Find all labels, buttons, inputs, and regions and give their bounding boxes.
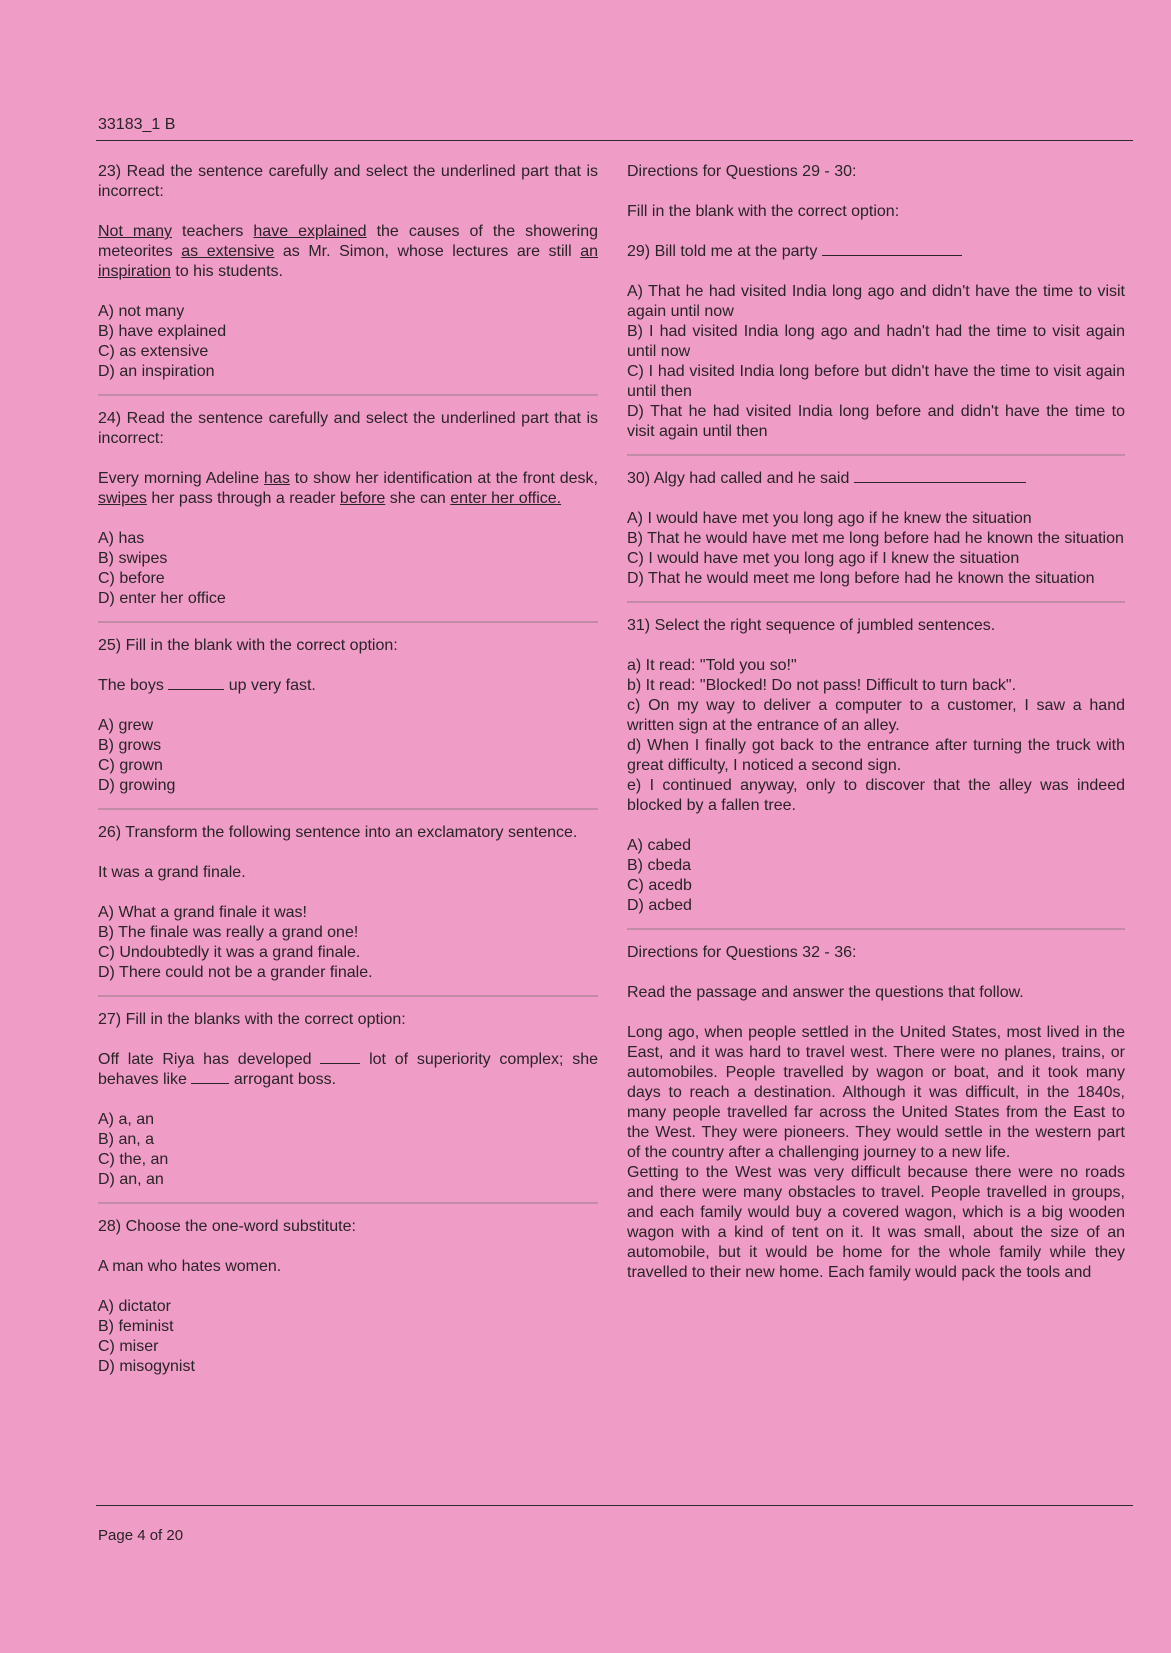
question-28 — [98, 1217, 598, 1377]
option-list — [627, 282, 1125, 442]
option-list — [627, 836, 1125, 916]
answer-blank — [168, 688, 224, 690]
option-b[interactable]: B) grows — [98, 737, 162, 754]
answer-blank — [191, 1082, 229, 1084]
question-30 — [627, 469, 1125, 589]
separator — [98, 808, 598, 810]
option-a[interactable]: A) has — [98, 530, 145, 547]
jumbled-sentence-list — [627, 656, 1125, 816]
option-b[interactable]: B) The finale was really a grand one! — [98, 924, 359, 941]
option-b[interactable]: B) I had visited India long ago and hadn't had the time to visit again until now — [627, 323, 1125, 360]
option-list — [98, 903, 598, 983]
option-b[interactable]: B) swipes — [98, 550, 168, 567]
question-sentence: It was a grand finale. — [98, 864, 246, 881]
option-c[interactable]: C) acedb — [627, 877, 692, 894]
jumbled-sentence: a) It read: "Told you so!" — [627, 657, 797, 674]
question-31 — [627, 616, 1125, 916]
question-29 — [627, 242, 1125, 442]
option-d[interactable]: D) an inspiration — [98, 363, 215, 380]
directions-text: Read the passage and answer the questions that follow. — [627, 984, 1024, 1001]
jumbled-sentence: b) It read: "Blocked! Do not pass! Difficult to turn back". — [627, 677, 1017, 694]
question-sentence: The boys up very fast. — [98, 677, 316, 694]
option-list — [98, 302, 598, 382]
option-d[interactable]: D) an, an — [98, 1171, 164, 1188]
question-27 — [98, 1010, 598, 1190]
question-sentence: Off late Riya has developed lot of superiority complex; she behaves like arrogant boss. — [98, 1051, 599, 1088]
option-b[interactable]: B) That he would have met me long before had he known the situation — [627, 530, 1124, 547]
option-d[interactable]: D) There could not be a grander finale. — [98, 964, 373, 981]
directions-32-36 — [627, 943, 1125, 1003]
jumbled-sentence: d) When I finally got back to the entrance after turning the truck with great difficulty, I noticed a second sign. — [627, 737, 1125, 774]
option-b[interactable]: B) an, a — [98, 1131, 155, 1148]
option-c[interactable]: C) I had visited India long before but didn't have the time to visit again until then — [627, 363, 1125, 400]
header-rule — [96, 140, 1133, 141]
option-a[interactable]: A) not many — [98, 303, 185, 320]
option-d[interactable]: D) That he had visited India long before and didn't have the time to visit again until then — [627, 403, 1125, 440]
question-26 — [98, 823, 598, 983]
directions-29-30 — [627, 162, 1125, 222]
question-sentence: A man who hates women. — [98, 1258, 282, 1275]
option-a[interactable]: A) What a grand finale it was! — [98, 904, 307, 921]
page-number: Page 4 of 20 — [98, 1527, 184, 1544]
separator — [627, 601, 1125, 603]
option-d[interactable]: D) growing — [98, 777, 176, 794]
option-c[interactable]: C) as extensive — [98, 343, 209, 360]
question-prompt: 30) Algy had called and he said — [627, 469, 1125, 489]
question-prompt: 26) Transform the following sentence into an exclamatory sentence. — [98, 824, 578, 841]
jumbled-sentence: e) I continued anyway, only to discover that the alley was indeed blocked by a fallen tree. — [627, 777, 1125, 814]
question-prompt: 27) Fill in the blanks with the correct option: — [98, 1011, 406, 1028]
option-d[interactable]: D) acbed — [627, 897, 692, 914]
option-c[interactable]: C) grown — [98, 757, 163, 774]
answer-blank — [822, 254, 962, 256]
question-prompt: 25) Fill in the blank with the correct option: — [98, 637, 398, 654]
answer-blank — [854, 481, 1026, 483]
separator — [627, 928, 1125, 930]
separator — [98, 394, 598, 396]
directions-text: Fill in the blank with the correct option: — [627, 203, 900, 220]
question-prompt: 24) Read the sentence carefully and select the underlined part that is incorrect: — [98, 410, 598, 447]
question-24 — [98, 409, 598, 609]
option-c[interactable]: C) before — [98, 570, 165, 587]
directions-title: Directions for Questions 29 - 30: — [627, 163, 857, 180]
option-c[interactable]: C) I would have met you long ago if I knew the situation — [627, 550, 1020, 567]
separator — [98, 1202, 598, 1204]
option-a[interactable]: A) a, an — [98, 1111, 155, 1128]
option-b[interactable]: B) cbeda — [627, 857, 692, 874]
question-sentence: Every morning Adeline has to show her identification at the front desk, swipes her pass through a reader before she can enter her office. — [98, 470, 598, 507]
question-prompt: 31) Select the right sequence of jumbled sentences. — [627, 617, 996, 634]
option-d[interactable]: D) misogynist — [98, 1358, 195, 1375]
passage-paragraph: Long ago, when people settled in the United States, most lived in the East, and it was hard to travel west. There were no planes, trains, or automobiles. People travelled by wagon or boat, and it took many days to reach a destination. Although it was difficult, in the 1840s, many people travelled far across the United States from the East to the West. They were pioneers. They would settle in the western part of the country after a challenging journey to a new life. — [627, 1024, 1125, 1161]
option-c[interactable]: C) Undoubtedly it was a grand finale. — [98, 944, 361, 961]
option-a[interactable]: A) I would have met you long ago if he knew the situation — [627, 510, 1032, 527]
question-prompt: 28) Choose the one-word substitute: — [98, 1218, 356, 1235]
option-b[interactable]: B) have explained — [98, 323, 227, 340]
option-list — [98, 1110, 598, 1190]
question-prompt: 23) Read the sentence carefully and select the underlined part that is incorrect: — [98, 163, 598, 200]
option-a[interactable]: A) cabed — [627, 837, 692, 854]
option-list — [98, 1297, 598, 1377]
separator — [98, 621, 598, 623]
option-a[interactable]: A) dictator — [98, 1298, 171, 1315]
question-25 — [98, 636, 598, 796]
footer-rule — [96, 1505, 1133, 1506]
option-c[interactable]: C) miser — [98, 1338, 159, 1355]
option-list — [627, 509, 1125, 589]
option-d[interactable]: D) That he would meet me long before had he known the situation — [627, 570, 1095, 587]
option-a[interactable]: A) That he had visited India long ago and didn't have the time to visit again until now — [627, 283, 1125, 320]
passage-paragraph: Getting to the West was very difficult because there were no roads and there were many obstacles to travel. People travelled in groups, and each family would buy a covered wagon, which is a big wooden wagon with a kind of tent on it. It was small, about the size of an automobile, but it would be home for the whole family while they travelled to their new home. Each family would pack the tools and — [627, 1164, 1125, 1281]
reading-passage — [627, 1023, 1125, 1283]
separator — [627, 454, 1125, 456]
option-a[interactable]: A) grew — [98, 717, 154, 734]
answer-blank — [320, 1062, 360, 1064]
separator — [98, 995, 598, 997]
question-23 — [98, 162, 598, 382]
option-d[interactable]: D) enter her office — [98, 590, 226, 607]
option-list — [98, 716, 598, 796]
jumbled-sentence: c) On my way to deliver a computer to a customer, I saw a hand written sign at the entrance of an alley. — [627, 697, 1125, 734]
option-list — [98, 529, 598, 609]
left-column — [98, 162, 598, 1377]
option-c[interactable]: C) the, an — [98, 1151, 169, 1168]
document-id: 33183_1 B — [98, 116, 176, 133]
option-b[interactable]: B) feminist — [98, 1318, 174, 1335]
question-prompt: 29) Bill told me at the party — [627, 242, 1125, 262]
directions-title: Directions for Questions 32 - 36: — [627, 944, 857, 961]
right-column — [627, 162, 1125, 1283]
question-sentence: Not many teachers have explained the causes of the showering meteorites as extensive as Mr. Simon, whose lectures are still an inspiration to his students. — [98, 223, 599, 280]
